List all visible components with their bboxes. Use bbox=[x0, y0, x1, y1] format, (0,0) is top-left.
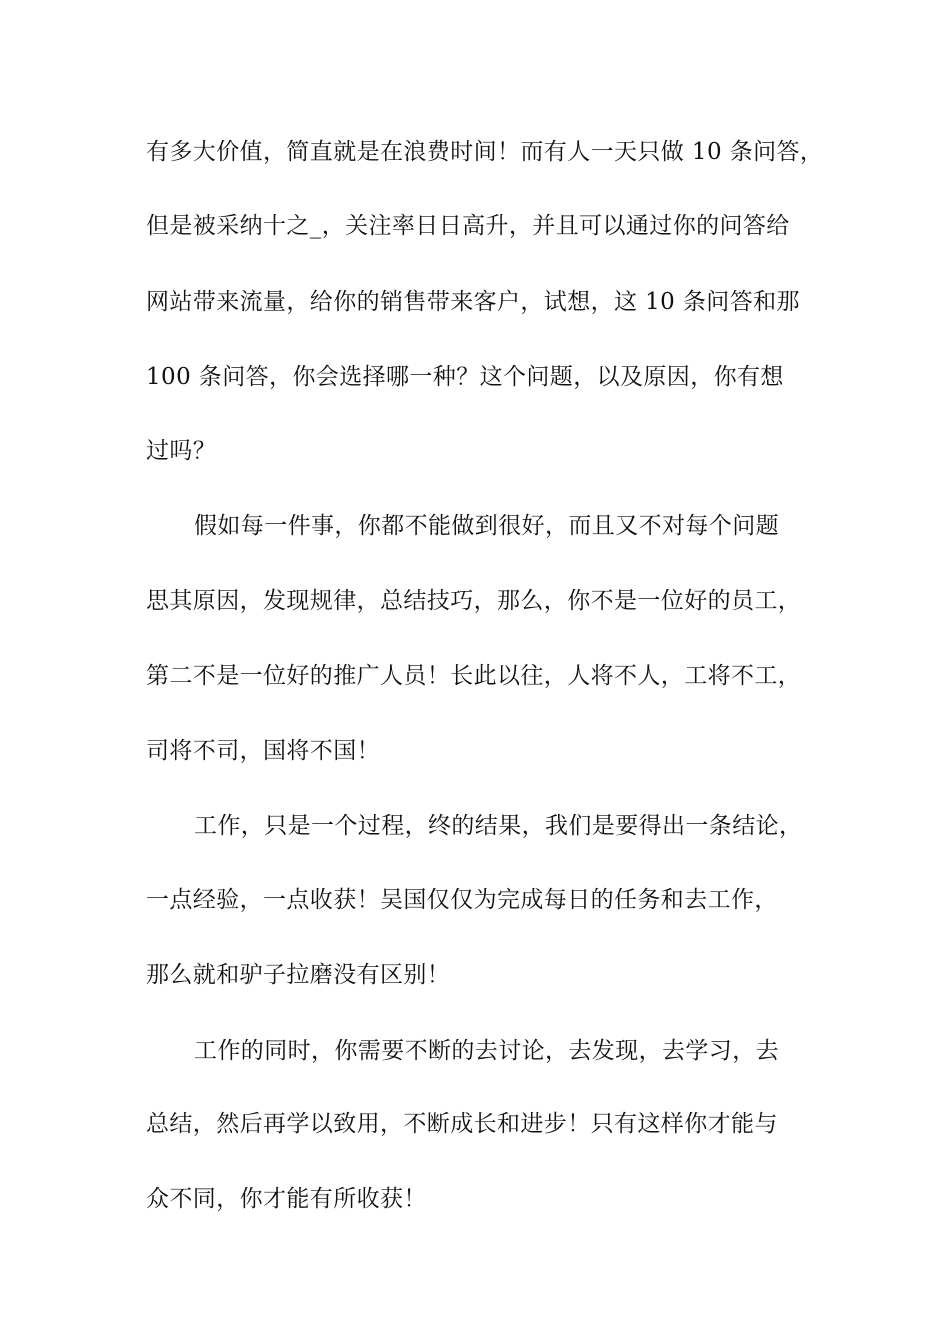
text-line: 那么就和驴子拉磨没有区别！ bbox=[146, 962, 451, 988]
paragraph-first-line: 工作，只是一个过程，终的结果，我们是要得出一条结论， bbox=[194, 813, 803, 839]
text-line: 过吗？ bbox=[146, 438, 217, 464]
text-line: 100 条问答，你会选择哪一种？这个问题，以及原因，你有想 bbox=[146, 364, 784, 390]
text-line: 网站带来流量，给你的销售带来客户，试想，这 10 条问答和那 bbox=[146, 289, 800, 315]
text-line: 有多大价值，简直就是在浪费时间！而有人一天只做 10 条问答， bbox=[146, 139, 824, 165]
text-line: 众不同，你才能有所收获！ bbox=[146, 1186, 427, 1212]
text-line: 一点经验，一点收获！吴国仅仅为完成每日的任务和去工作， bbox=[146, 887, 778, 913]
text-line: 但是被采纳十之_，关注率日日高升，并且可以通过你的问答给 bbox=[146, 213, 790, 239]
text-line: 总结，然后再学以致用，不断成长和进步！只有这样你才能与 bbox=[146, 1111, 778, 1137]
text-line: 第二不是一位好的推广人员！长此以往，人将不人，工将不工， bbox=[146, 663, 802, 689]
paragraph-first-line: 假如每一件事，你都不能做到很好，而且又不对每个问题 bbox=[194, 513, 779, 539]
text-line: 司将不司，国将不国！ bbox=[146, 738, 380, 764]
paragraph-first-line: 工作的同时，你需要不断的去讨论，去发现，去学习，去 bbox=[194, 1038, 779, 1064]
text-line: 思其原因，发现规律，总结技巧，那么，你不是一位好的员工， bbox=[146, 588, 802, 614]
